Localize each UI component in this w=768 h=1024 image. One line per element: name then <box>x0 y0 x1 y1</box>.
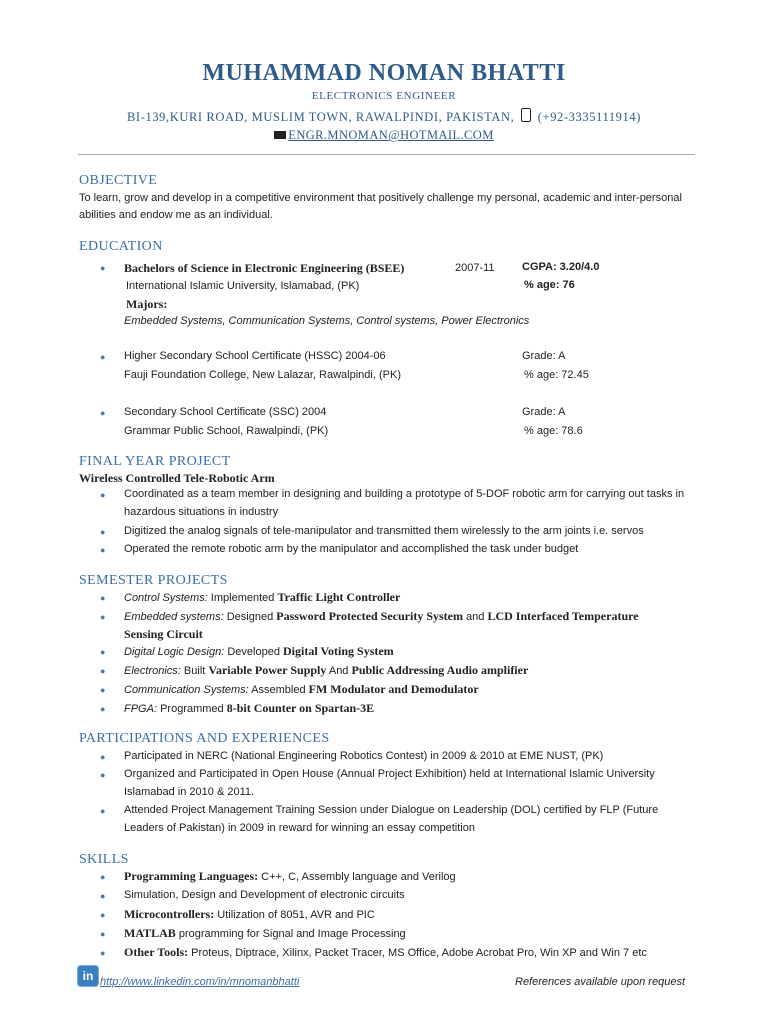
bs-degree: Bachelors of Science in Electronic Engineering (BSEE) <box>124 261 405 275</box>
bullet-icon: ● <box>100 770 106 780</box>
phone-text: (+92-3335111914) <box>537 110 641 124</box>
ssc-grade: Grade: A <box>522 406 566 418</box>
skill-matlab: MATLAB programming for Signal and Image Processing <box>124 926 406 940</box>
fyp-point-1a: Coordinated as a team member in designing and building a prototype of 5-DOF robotic arm for carrying out tasks in <box>124 488 685 500</box>
bs-cgpa: CGPA: 3.20/4.0 <box>522 261 600 273</box>
linkedin-link[interactable]: http://www.linkedin.com/in/mnomanbhatti <box>100 976 300 988</box>
fyp-point-3: Operated the remote robotic arm by the manipulator and accomplished the task under budget <box>124 543 579 555</box>
bullet-icon: ● <box>100 685 106 695</box>
bullet-icon: ● <box>100 545 106 555</box>
bullet-icon: ● <box>100 666 106 676</box>
fyp-point-2: Digitized the analog signals of tele-manipulator and transmitted them wirelessly to the arm joints i.e. servos <box>124 525 644 537</box>
bullet-icon: ● <box>100 806 106 816</box>
bullet-icon: ● <box>100 263 106 273</box>
ssc-percent: % age: 78.6 <box>524 425 583 437</box>
semester-item: Control Systems: Implemented Traffic Light Controller <box>124 590 401 604</box>
bullet-icon: ● <box>100 704 106 714</box>
bullet-icon: ● <box>100 872 106 882</box>
ssc-institute: Grammar Public School, Rawalpindi, (PK) <box>124 425 329 437</box>
bullet-icon: ● <box>100 490 106 500</box>
linkedin-icon[interactable]: in <box>77 965 99 987</box>
phone-icon <box>521 108 531 122</box>
ssc-degree: Secondary School Certificate (SSC) 2004 <box>124 406 327 418</box>
participation-point-3a: Attended Project Management Training Session under Dialogue on Leadership (DOL) certified by FLP (Future <box>124 804 659 816</box>
bullet-icon: ● <box>100 612 106 622</box>
hssc-degree: Higher Secondary School Certificate (HSSC) 2004-06 <box>124 350 386 362</box>
fyp-heading: FINAL YEAR PROJECT <box>79 454 231 469</box>
education-heading: EDUCATION <box>79 239 163 254</box>
hssc-percent: % age: 72.45 <box>524 369 589 381</box>
bullet-icon: ● <box>100 593 106 603</box>
participation-point-3b: Leaders of Pakistan) in 2009 in reward for winning an essay competition <box>124 822 475 834</box>
bullet-icon: ● <box>100 352 106 362</box>
bullet-icon: ● <box>100 408 106 418</box>
fyp-title: Wireless Controlled Tele-Robotic Arm <box>79 471 275 485</box>
hssc-grade: Grade: A <box>522 350 566 362</box>
fyp-point-1b: hazardous situations in industry <box>124 506 279 518</box>
semester-item: Embedded systems: Designed Password Protected Security System and LCD Interfaced Temperature <box>124 609 639 623</box>
bs-years: 2007-11 <box>455 262 495 274</box>
majors-label: Majors: <box>126 297 168 311</box>
skill-tools: Other Tools: Proteus, Diptrace, Xilinx, Packet Tracer, MS Office, Adobe Acrobat Pro, Win XP and Win 7 etc <box>124 945 647 959</box>
bullet-icon: ● <box>100 929 106 939</box>
bullet-icon: ● <box>100 891 106 901</box>
semester-item-cont: Sensing Circuit <box>124 627 203 641</box>
participation-point-2b: Islamabad in 2010 & 2011. <box>124 786 255 798</box>
semester-item: Communication Systems: Assembled FM Modulator and Demodulator <box>124 682 479 696</box>
participation-point-2a: Organized and Participated in Open House (Annual Project Exhibition) held at International Islamic University <box>124 768 655 780</box>
bullet-icon: ● <box>100 752 106 762</box>
skills-heading: SKILLS <box>79 852 129 867</box>
skill-programming: Programming Languages: C++, C, Assembly language and Verilog <box>124 869 456 883</box>
header-divider <box>78 154 695 155</box>
skill-simulation: Simulation, Design and Development of electronic circuits <box>124 889 405 901</box>
objective-heading: OBJECTIVE <box>79 173 158 188</box>
address-text: BI-139,KURI ROAD, MUSLIM TOWN, RAWALPINDI, PAKISTAN, <box>127 110 515 124</box>
email-line <box>0 128 768 143</box>
job-title: ELECTRONICS ENGINEER <box>311 90 457 102</box>
bullet-icon: ● <box>100 948 106 958</box>
references-note: References available upon request <box>515 976 686 988</box>
participation-point-1: Participated in NERC (National Engineering Robotics Contest) in 2009 & 2010 at EME NUST, (PK) <box>124 750 604 762</box>
skill-microcontrollers: Microcontrollers: Utilization of 8051, AVR and PIC <box>124 907 375 921</box>
bullet-icon: ● <box>100 910 106 920</box>
objective-text: To learn, grow and develop in a competitive environment that positively challenge my personal, academic and inter-personal abilities and endow me as an individual. <box>79 192 682 221</box>
bs-institute: International Islamic University, Islamabad, (PK) <box>126 280 360 292</box>
semester-item: Electronics: Built Variable Power Supply And Public Addressing Audio amplifier <box>124 663 529 677</box>
bs-percent: % age: 76 <box>524 279 575 291</box>
majors-list: Embedded Systems, Communication Systems, Control systems, Power Electronics <box>124 315 530 327</box>
semester-item: FPGA: Programmed 8-bit Counter on Spartan-3E <box>124 701 375 715</box>
semester-heading: SEMESTER PROJECTS <box>79 573 228 588</box>
hssc-institute: Fauji Foundation College, New Lalazar, Rawalpindi, (PK) <box>124 369 401 381</box>
candidate-name: MUHAMMAD NOMAN BHATTI <box>202 60 566 86</box>
participation-heading: PARTICIPATIONS AND EXPERIENCES <box>79 731 330 746</box>
contact-line <box>0 108 768 125</box>
email-link[interactable]: ENGR.MNOMAN@HOTMAIL.COM <box>288 128 494 142</box>
mail-icon <box>274 131 286 139</box>
bullet-icon: ● <box>100 647 106 657</box>
bullet-icon: ● <box>100 527 106 537</box>
semester-item: Digital Logic Design: Developed Digital Voting System <box>124 644 394 658</box>
